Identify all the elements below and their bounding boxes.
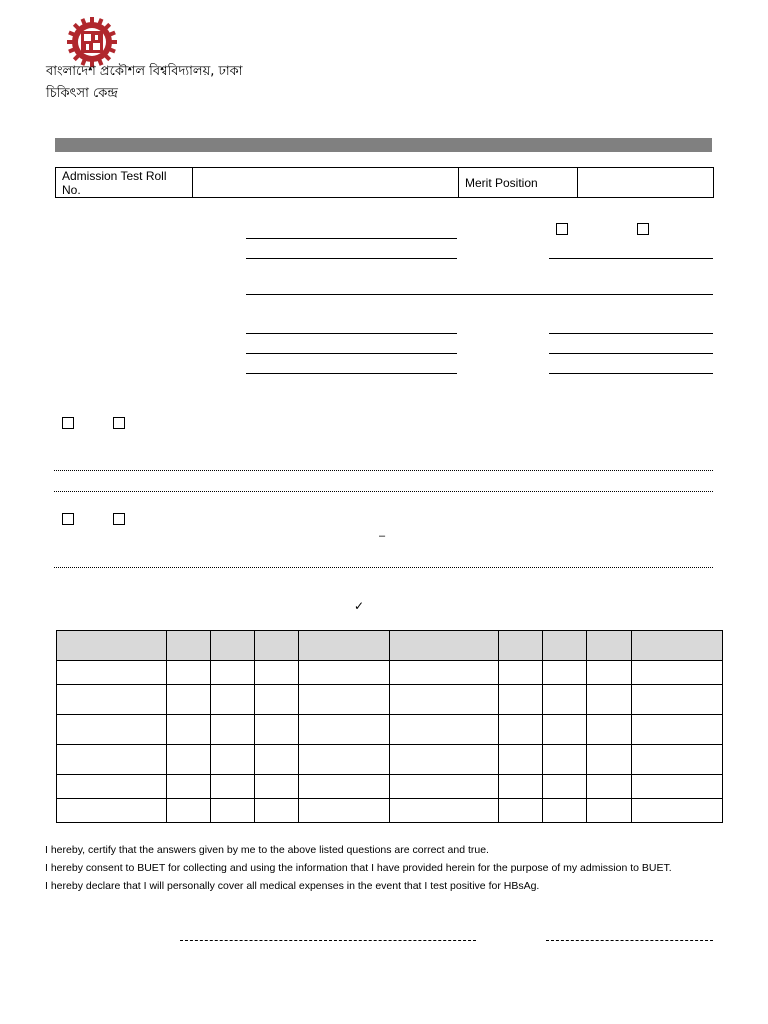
table-cell[interactable]: [211, 745, 255, 775]
table-cell[interactable]: [57, 775, 167, 799]
declaration-certify: I hereby, certify that the answers given by me to the above listed questions are correct and true.: [45, 844, 489, 856]
header-cell: [587, 631, 632, 661]
merit-label: Merit Position: [459, 168, 578, 198]
table-cell[interactable]: [299, 715, 390, 745]
table-cell[interactable]: [299, 661, 390, 685]
header-cell: [632, 631, 723, 661]
answer-line[interactable]: [54, 491, 713, 492]
table-cell[interactable]: [299, 685, 390, 715]
table-row: [57, 775, 723, 799]
table-cell[interactable]: [632, 799, 723, 823]
signature-line[interactable]: [180, 940, 476, 941]
table-cell[interactable]: [255, 745, 299, 775]
table-cell[interactable]: [587, 715, 632, 745]
table-cell[interactable]: [211, 661, 255, 685]
field-line[interactable]: [246, 294, 713, 295]
table-cell[interactable]: [255, 775, 299, 799]
table-cell[interactable]: [632, 715, 723, 745]
field-line[interactable]: [549, 373, 713, 374]
table-cell[interactable]: [167, 775, 211, 799]
table-cell[interactable]: [587, 661, 632, 685]
table-cell[interactable]: [299, 745, 390, 775]
dash-mark: –: [379, 530, 386, 542]
table-cell[interactable]: [167, 799, 211, 823]
table-header-row: [57, 631, 723, 661]
header-cell: [211, 631, 255, 661]
table-cell[interactable]: [167, 661, 211, 685]
table-cell[interactable]: [167, 745, 211, 775]
roll-label: Admission Test Roll No.: [56, 168, 193, 198]
table-cell[interactable]: [543, 745, 587, 775]
field-line[interactable]: [549, 258, 713, 259]
table-cell[interactable]: [211, 775, 255, 799]
table-cell[interactable]: [499, 715, 543, 745]
table-cell[interactable]: [390, 715, 499, 745]
table-cell[interactable]: [587, 799, 632, 823]
table-cell[interactable]: [57, 685, 167, 715]
answer-line[interactable]: [54, 567, 713, 568]
table-cell[interactable]: [211, 799, 255, 823]
field-line[interactable]: [246, 373, 457, 374]
table-cell[interactable]: [255, 715, 299, 745]
table-cell[interactable]: [255, 799, 299, 823]
title-bar: [55, 138, 712, 152]
table-row: [57, 661, 723, 685]
table-cell[interactable]: [499, 661, 543, 685]
table-cell[interactable]: [499, 799, 543, 823]
header-cell: [167, 631, 211, 661]
field-line[interactable]: [246, 333, 457, 334]
table-cell[interactable]: [587, 745, 632, 775]
header-cell: [390, 631, 499, 661]
table-cell[interactable]: [499, 775, 543, 799]
check-mark-icon: ✓: [354, 599, 365, 613]
field-line[interactable]: [246, 353, 457, 354]
table-cell[interactable]: [632, 661, 723, 685]
table-cell[interactable]: [632, 685, 723, 715]
header-cell: [299, 631, 390, 661]
university-name: বাংলাদেশ প্রকৌশল বিশ্ববিদ্যালয়, ঢাকা: [46, 64, 243, 79]
yes-checkbox-2[interactable]: [62, 513, 74, 525]
table-cell[interactable]: [632, 775, 723, 799]
roll-input[interactable]: [193, 168, 459, 198]
table-cell[interactable]: [543, 715, 587, 745]
no-checkbox-1[interactable]: [113, 417, 125, 429]
table-cell[interactable]: [57, 661, 167, 685]
table-cell[interactable]: [543, 685, 587, 715]
medical-center-name: চিকিৎসা কেন্দ্র: [46, 86, 118, 101]
field-line[interactable]: [549, 333, 713, 334]
table-cell[interactable]: [211, 685, 255, 715]
table-cell[interactable]: [211, 715, 255, 745]
table-cell[interactable]: [299, 775, 390, 799]
table-cell[interactable]: [543, 775, 587, 799]
field-line[interactable]: [246, 258, 457, 259]
declaration-expenses: I hereby declare that I will personally cover all medical expenses in the event that I test positive for HBsAg.: [45, 880, 540, 892]
field-line[interactable]: [246, 238, 457, 239]
record-table: [56, 630, 723, 823]
date-line[interactable]: [546, 940, 713, 941]
university-logo-icon: [66, 16, 118, 68]
table-cell[interactable]: [57, 745, 167, 775]
header-cell: [499, 631, 543, 661]
header-cell: [543, 631, 587, 661]
table-cell[interactable]: [499, 685, 543, 715]
table-cell[interactable]: [390, 799, 499, 823]
merit-input[interactable]: [578, 168, 714, 198]
roll-merit-table: [55, 167, 714, 198]
yes-checkbox-1[interactable]: [62, 417, 74, 429]
table-cell[interactable]: [299, 799, 390, 823]
table-row: [57, 745, 723, 775]
table-row: [57, 685, 723, 715]
table-cell[interactable]: [390, 685, 499, 715]
field-line[interactable]: [549, 353, 713, 354]
declaration-consent: I hereby consent to BUET for collecting and using the information that I have provided herein for the purpose of my admission to BUET.: [45, 862, 672, 874]
no-checkbox-2[interactable]: [113, 513, 125, 525]
table-row: [57, 799, 723, 823]
table-cell[interactable]: [543, 661, 587, 685]
table-cell[interactable]: [499, 745, 543, 775]
option-checkbox-2[interactable]: [637, 223, 649, 235]
table-cell[interactable]: [57, 799, 167, 823]
table-cell[interactable]: [587, 775, 632, 799]
option-checkbox-1[interactable]: [556, 223, 568, 235]
table-cell[interactable]: [255, 661, 299, 685]
table-cell[interactable]: [390, 661, 499, 685]
header-cell: [255, 631, 299, 661]
answer-line[interactable]: [54, 470, 713, 471]
table-row: [57, 715, 723, 745]
table-cell[interactable]: [167, 685, 211, 715]
table-cell[interactable]: [390, 745, 499, 775]
table-cell[interactable]: [167, 715, 211, 745]
header-cell: [57, 631, 167, 661]
table-cell[interactable]: [57, 715, 167, 745]
table-cell[interactable]: [632, 745, 723, 775]
table-cell[interactable]: [543, 799, 587, 823]
table-cell[interactable]: [255, 685, 299, 715]
table-cell[interactable]: [390, 775, 499, 799]
table-cell[interactable]: [587, 685, 632, 715]
